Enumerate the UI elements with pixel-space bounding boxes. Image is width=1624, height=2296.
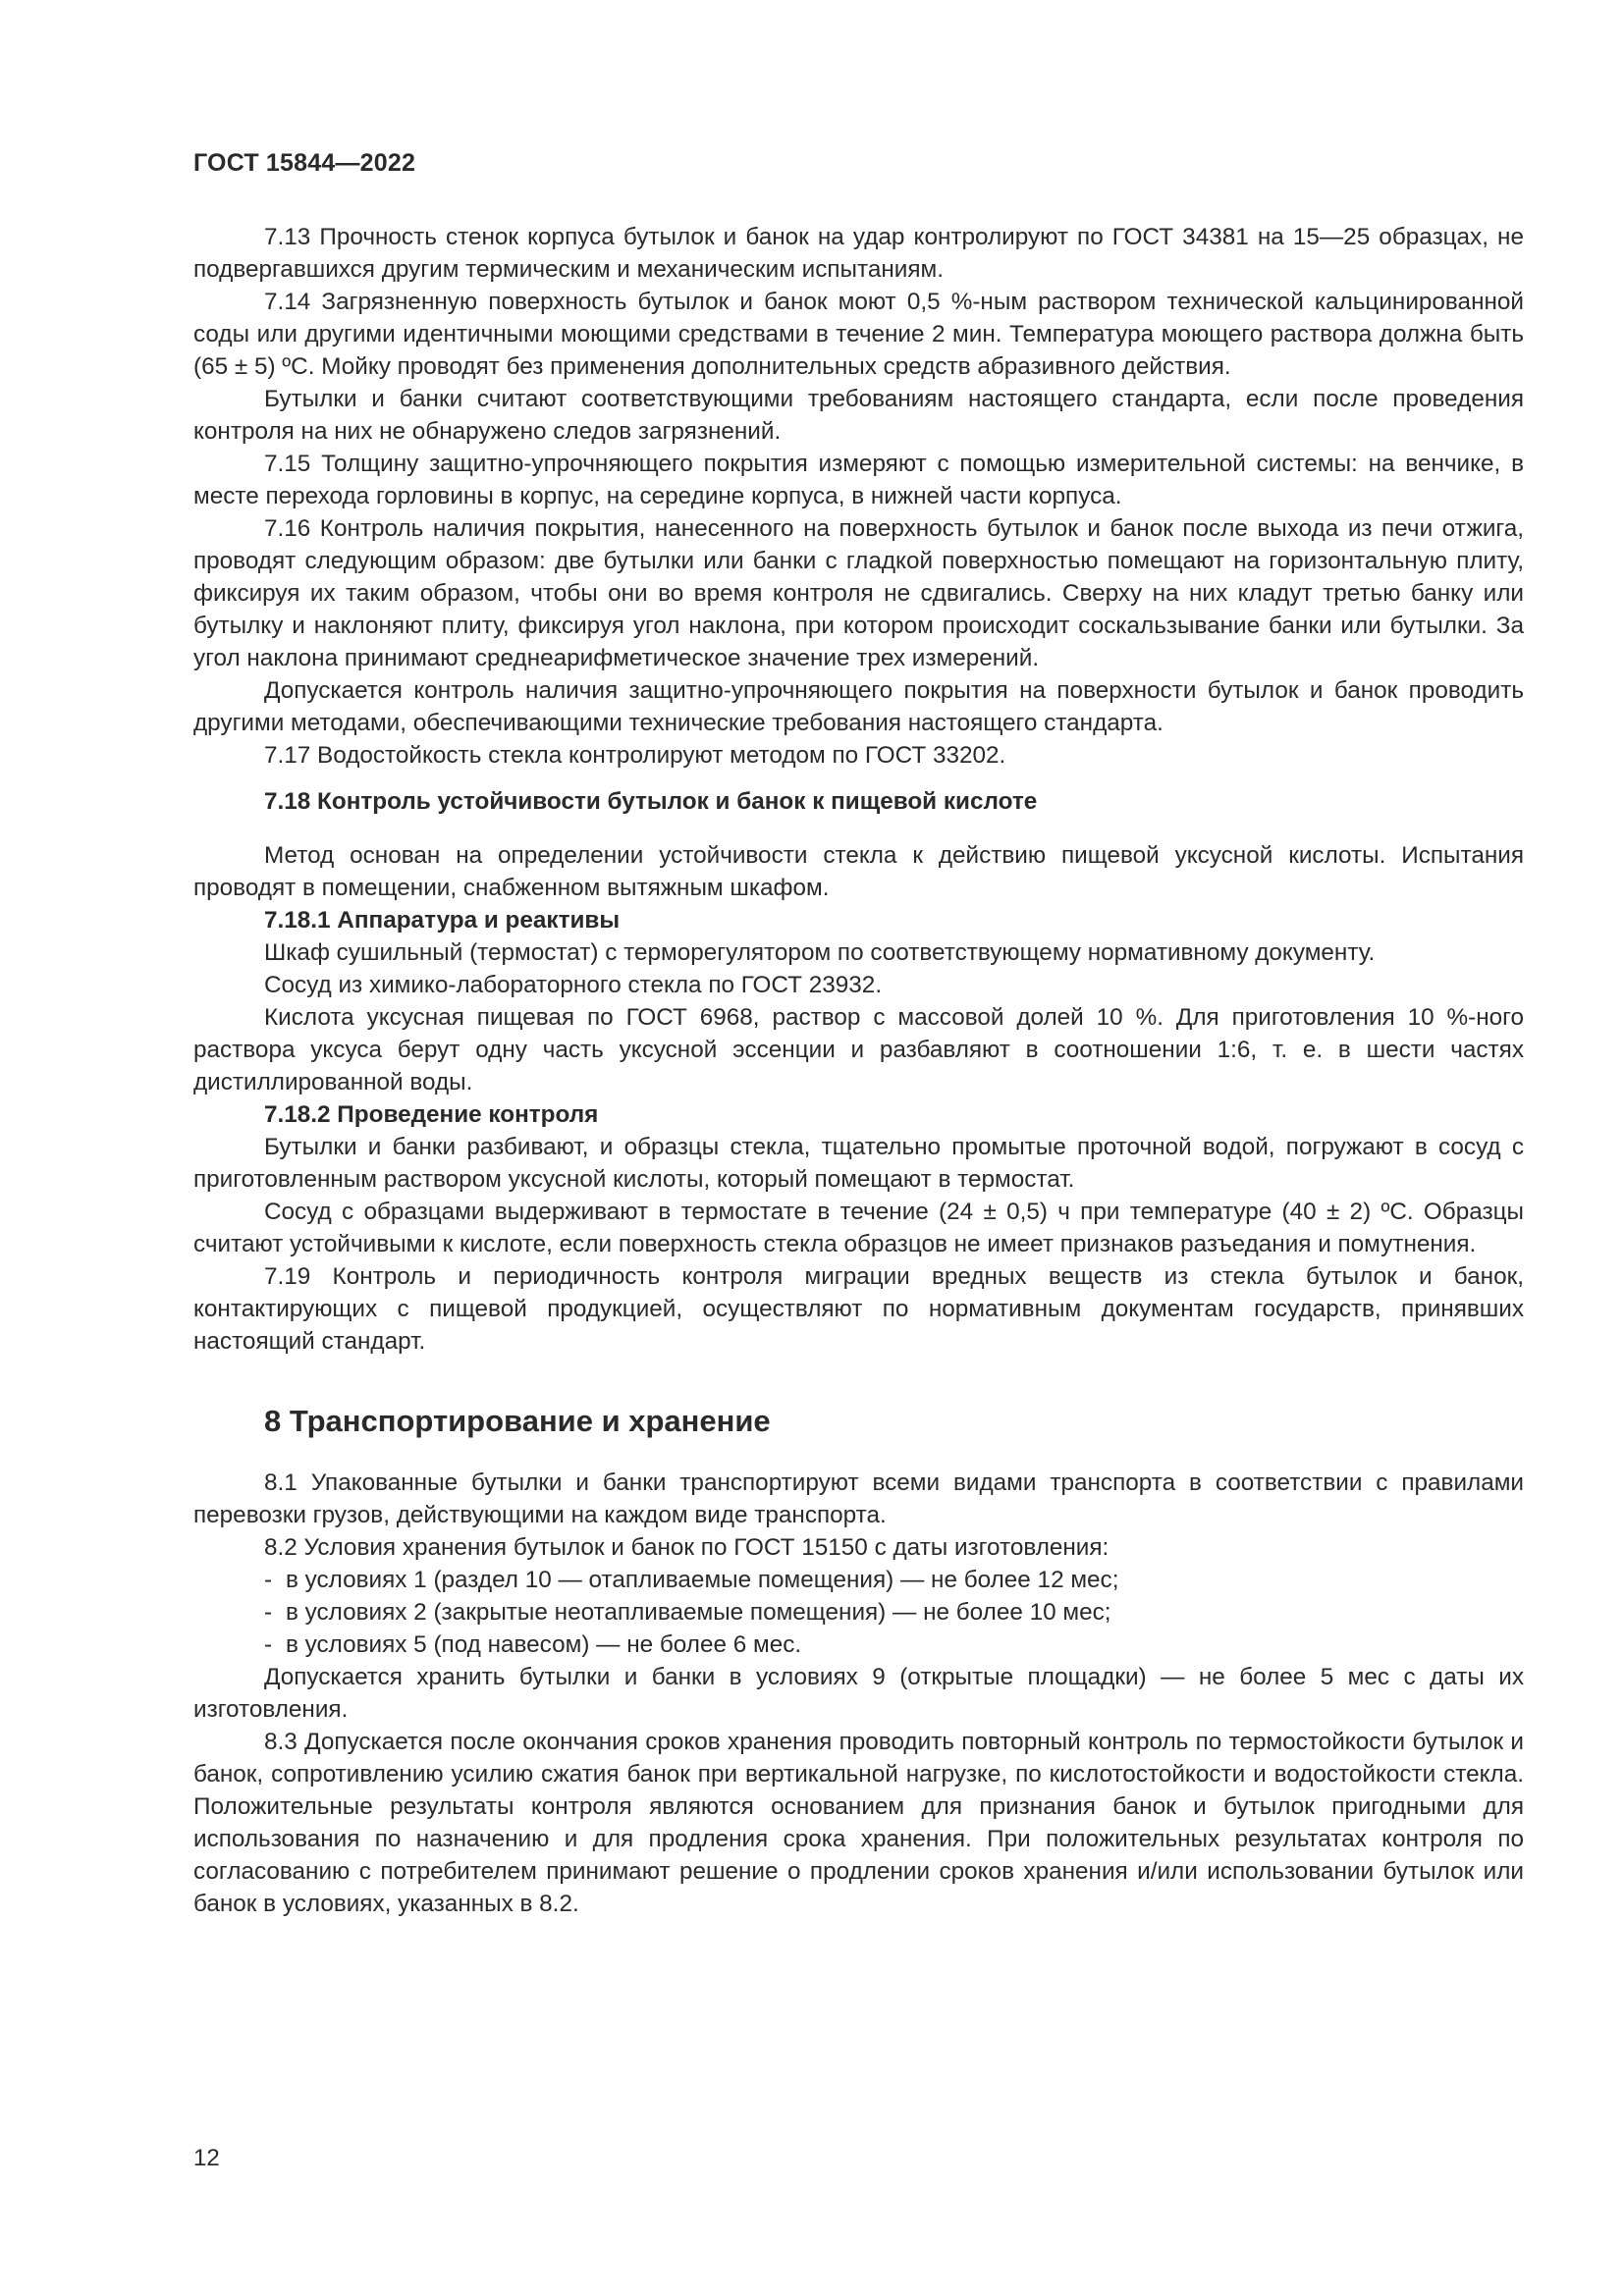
page-number: 12 (193, 2145, 220, 2171)
paragraph-7-18-1-a: Шкаф сушильный (термостат) с терморегулятором по соответствующему нормативному документу. (264, 939, 1376, 966)
paragraph-8-2-cont: Допускается хранить бутылки и банки в условиях 9 (открытые площадки) — не более 5 мес с даты их изготовления. (193, 1664, 1524, 1723)
list-dash: - (264, 1631, 273, 1658)
paragraph-7-16-cont: Допускается контроль наличия защитно-упрочняющего покрытия на поверхности бутылок и банок проводить другими методами, обеспечивающими технические требования настоящего стандарта. (193, 677, 1524, 736)
list-dash: - (264, 1599, 273, 1626)
list-item (193, 1564, 1524, 1596)
list-item-text: в условиях 5 (под навесом) — не более 6 мес. (286, 1631, 802, 1658)
paragraph-8-3: 8.3 Допускается после окончания сроков хранения проводить повторный контроль по термостойкости бутылок и банок, сопротивлению усилию сжатия банок при вертикальной нагрузке, по кислотостойкости и водостойкости стекла. Положительные результаты контроля являются основанием для признания банок и бутылок пригодными для использования по назначению и для продления срока хранения. При положительных результатах контроля по согласованию с потребителем принимают решение о продлении сроков хранения и/или использовании бутылок или банок в условиях, указанных в 8.2. (193, 1729, 1524, 1917)
paragraph-8-1: 8.1 Упакованные бутылки и банки транспортируют всеми видами транспорта в соответствии с правилами перевозки грузов, действующими на каждом виде транспорта. (193, 1469, 1524, 1528)
document-header: ГОСТ 15844—2022 (193, 149, 416, 177)
list-item-text: в условиях 2 (закрытые неотапливаемые помещения) — не более 10 мес; (286, 1599, 1111, 1626)
paragraph-7-17: 7.17 Водостойкость стекла контролируют методом по ГОСТ 33202. (264, 742, 1006, 769)
list-dash: - (264, 1567, 273, 1593)
paragraph-7-18: Метод основан на определении устойчивости стекла к действию пищевой уксусной кислоты. Испытания проводят в помещении, снабженном вытяжным шкафом. (193, 842, 1524, 901)
heading-7-18: 7.18 Контроль устойчивости бутылок и банок к пищевой кислоте (264, 788, 1038, 815)
paragraph-7-18-1-b: Сосуд из химико-лабораторного стекла по ГОСТ 23932. (264, 972, 883, 998)
paragraph-7-16: 7.16 Контроль наличия покрытия, нанесенного на поверхность бутылок и банок после выхода из печи отжига, проводят следующим образом: две бутылки или банки с гладкой поверхностью помещают на горизонтальную плиту, фиксируя их таким образом, чтобы они во время контроля не сдвигались. Сверху на них кладут третью банку или бутылку и наклоняют плиту, фиксируя угол наклона, при котором происходит соскальзывание банки или бутылки. За угол наклона принимают среднеарифметическое значение трех измерений. (193, 515, 1524, 671)
paragraph-7-14: 7.14 Загрязненную поверхность бутылок и банок моют 0,5 %-ным раствором технической кальцинированной соды или другими идентичными моющими средствами в течение 2 мин. Температура моющего раствора должна быть (65 ± 5) ºС. Мойку проводят без применения дополнительных средств абразивного действия. (193, 289, 1524, 380)
paragraph-7-19: 7.19 Контроль и периодичность контроля миграции вредных веществ из стекла бутылок и банок, контактирующих с пищевой продукцией, осуществляют по нормативным документам государств, принявших настоящий стандарт. (193, 1263, 1524, 1355)
paragraph-7-15: 7.15 Толщину защитно-упрочняющего покрытия измеряют с помощью измерительной системы: на венчике, в месте перехода горловины в корпус, на середине корпуса, в нижней части корпуса. (193, 451, 1524, 509)
paragraph-7-18-2-b: Сосуд с образцами выдерживают в термостате в течение (24 ± 0,5) ч при температуре (40 ± 2) ºС. Образцы считают устойчивыми к кислоте, если поверхность стекла образцов не имеет признаков разъедания и помутнения. (193, 1199, 1524, 1257)
page-content (193, 221, 1524, 1920)
list-item (193, 1629, 1524, 1661)
paragraph-7-14-cont: Бутылки и банки считают соответствующими требованиям настоящего стандарта, если после проведения контроля на них не обнаружено следов загрязнений. (193, 386, 1524, 445)
section-8-title: 8 Транспортирование и хранение (264, 1404, 771, 1438)
paragraph-7-13: 7.13 Прочность стенок корпуса бутылок и банок на удар контролируют по ГОСТ 34381 на 15—25 образцах, не подвергавшихся другим термическим и механическим испытаниям. (193, 224, 1524, 283)
paragraph-7-18-1-c: Кислота уксусная пищевая по ГОСТ 6968, раствор с массовой долей 10 %. Для приготовления 10 %-ного раствора уксуса берут одну часть уксусной эссенции и разбавляют в соотношении 1:6, т. е. в шести частях дистиллированной воды. (193, 1004, 1524, 1095)
list-item (193, 1596, 1524, 1629)
list-item-text: в условиях 1 (раздел 10 — отапливаемые помещения) — не более 12 мес; (286, 1567, 1119, 1593)
heading-7-18-1: 7.18.1 Аппаратура и реактивы (264, 907, 621, 934)
paragraph-8-2: 8.2 Условия хранения бутылок и банок по ГОСТ 15150 с даты изготовления: (264, 1534, 1110, 1561)
paragraph-7-18-2-a: Бутылки и банки разбивают, и образцы стекла, тщательно промытые проточной водой, погружают в сосуд с приготовленным раствором уксусной кислоты, который помещают в термостат. (193, 1134, 1524, 1193)
heading-7-18-2: 7.18.2 Проведение контроля (264, 1101, 599, 1128)
